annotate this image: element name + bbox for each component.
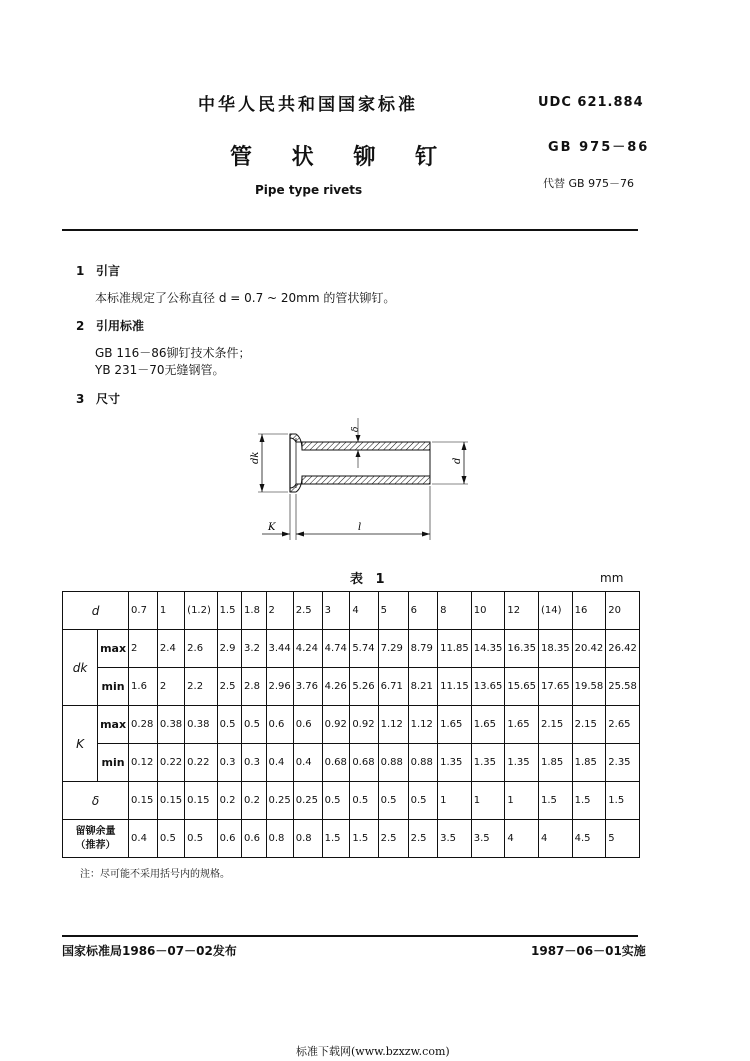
table-cell: 0.25 bbox=[266, 782, 293, 820]
table-row-allowance bbox=[63, 820, 640, 858]
table-cell: 0.5 bbox=[217, 706, 241, 744]
table-cell: 1.85 bbox=[539, 744, 573, 782]
table-cell: 2.5 bbox=[217, 668, 241, 706]
table-cell: 2.5 bbox=[293, 592, 322, 630]
table-cell: 1.35 bbox=[505, 744, 539, 782]
allowance-label-line-1: 留铆余量 bbox=[75, 825, 116, 837]
table-cell: 0.38 bbox=[185, 706, 217, 744]
table-cell: 2.9 bbox=[217, 630, 241, 668]
table-cell: 5 bbox=[606, 820, 640, 858]
table-cell: 0.4 bbox=[129, 820, 158, 858]
table-cell: 2.35 bbox=[606, 744, 640, 782]
arrowhead bbox=[296, 532, 304, 537]
table-cell: 0.15 bbox=[185, 782, 217, 820]
arrowhead bbox=[260, 484, 265, 492]
table-cell: 0.28 bbox=[129, 706, 158, 744]
table-cell: 13.65 bbox=[471, 668, 505, 706]
section-title: 引用标准 bbox=[96, 319, 145, 333]
table-cell: 1.65 bbox=[438, 706, 472, 744]
section-title: 引言 bbox=[96, 264, 121, 278]
replaces-standard: 代替 GB 975－76 bbox=[543, 177, 635, 190]
arrowhead bbox=[462, 476, 467, 484]
table-cell: 2 bbox=[266, 592, 293, 630]
table-cell: 0.6 bbox=[242, 820, 266, 858]
table-cell: 6 bbox=[408, 592, 437, 630]
table-cell: 0.15 bbox=[129, 782, 158, 820]
table-cell: 1.5 bbox=[606, 782, 640, 820]
table-cell: 2.4 bbox=[157, 630, 184, 668]
table-cell: 10 bbox=[471, 592, 505, 630]
table-cell: 8.79 bbox=[408, 630, 437, 668]
k-label: K bbox=[268, 522, 276, 533]
table-cell: 0.7 bbox=[129, 592, 158, 630]
table-cell: 1.65 bbox=[471, 706, 505, 744]
table-cell: 0.68 bbox=[350, 744, 378, 782]
table-cell: 1.35 bbox=[438, 744, 472, 782]
table-cell: 3.5 bbox=[438, 820, 472, 858]
table-cell: (14) bbox=[539, 592, 573, 630]
table-cell: 0.2 bbox=[242, 782, 266, 820]
table-cell: 4.24 bbox=[293, 630, 322, 668]
table-cell: 4.5 bbox=[572, 820, 606, 858]
table-cell: 1 bbox=[471, 782, 505, 820]
section-number: 3 bbox=[76, 392, 85, 406]
row-label-allowance bbox=[63, 820, 129, 858]
reference-line-2: YB 231－70无缝钢管。 bbox=[95, 363, 225, 377]
table-cell: 19.58 bbox=[572, 668, 606, 706]
table-cell: 1 bbox=[505, 782, 539, 820]
table-cell: 11.85 bbox=[438, 630, 472, 668]
udc-code: UDC 621.884 bbox=[538, 95, 644, 110]
delta-label: δ bbox=[351, 426, 361, 432]
table-cell: 1.5 bbox=[572, 782, 606, 820]
table-row-k-max bbox=[63, 706, 640, 744]
table-cell: 0.12 bbox=[129, 744, 158, 782]
section-1-heading bbox=[76, 262, 120, 279]
table-cell: 1.12 bbox=[408, 706, 437, 744]
table-cell: 2.2 bbox=[185, 668, 217, 706]
table-cell: 8 bbox=[438, 592, 472, 630]
table-cell: 3.44 bbox=[266, 630, 293, 668]
table-cell: 5.26 bbox=[350, 668, 378, 706]
table-row-dk-min bbox=[63, 668, 640, 706]
arrowhead bbox=[356, 450, 361, 457]
table-cell: (1.2) bbox=[185, 592, 217, 630]
table-cell: 0.92 bbox=[350, 706, 378, 744]
document-title: 管 状 铆 钉 bbox=[230, 145, 453, 170]
table-row-dk-max bbox=[63, 630, 640, 668]
table-cell: 0.4 bbox=[266, 744, 293, 782]
table-unit: mm bbox=[600, 571, 624, 585]
table-cell: 1.8 bbox=[242, 592, 266, 630]
issue-date: 国家标准局1986－07－02发布 bbox=[62, 944, 237, 958]
table-cell: 25.58 bbox=[606, 668, 640, 706]
table-cell: 1.5 bbox=[539, 782, 573, 820]
table-cell: 0.22 bbox=[185, 744, 217, 782]
section-number: 2 bbox=[76, 319, 85, 333]
section-number: 1 bbox=[76, 264, 85, 278]
table-cell: 1.5 bbox=[217, 592, 241, 630]
english-title: Pipe type rivets bbox=[255, 183, 363, 197]
table-cell: 2 bbox=[129, 630, 158, 668]
table-cell: 20 bbox=[606, 592, 640, 630]
tube-wall-upper bbox=[302, 442, 430, 450]
section-3-heading bbox=[76, 390, 120, 407]
row-label-delta: δ bbox=[63, 782, 129, 820]
dimensions-table bbox=[62, 591, 640, 858]
table-note: 注：尽可能不采用括号内的规格。 bbox=[80, 869, 230, 880]
table-cell: 0.5 bbox=[378, 782, 408, 820]
table-cell: 2.5 bbox=[378, 820, 408, 858]
sub-label-max: max bbox=[98, 630, 129, 668]
table-cell: 0.5 bbox=[157, 820, 184, 858]
table-cell: 15.65 bbox=[505, 668, 539, 706]
table-cell: 0.5 bbox=[242, 706, 266, 744]
table-cell: 4.26 bbox=[322, 668, 350, 706]
table-cell: 4.74 bbox=[322, 630, 350, 668]
table-cell: 2.15 bbox=[572, 706, 606, 744]
table-cell: 1.6 bbox=[129, 668, 158, 706]
table-cell: 1 bbox=[157, 592, 184, 630]
table-cell: 0.5 bbox=[185, 820, 217, 858]
table-cell: 16 bbox=[572, 592, 606, 630]
reference-line-1: GB 116－86铆钉技术条件； bbox=[95, 346, 251, 360]
table-cell: 2.65 bbox=[606, 706, 640, 744]
table-cell: 0.5 bbox=[350, 782, 378, 820]
table-cell: 14.35 bbox=[471, 630, 505, 668]
table-cell: 2.15 bbox=[539, 706, 573, 744]
table-cell: 1.5 bbox=[350, 820, 378, 858]
section-2-heading bbox=[76, 317, 144, 334]
table-caption: 表 1 bbox=[350, 572, 389, 587]
table-cell: 0.38 bbox=[157, 706, 184, 744]
table-cell: 0.6 bbox=[266, 706, 293, 744]
table-cell: 7.29 bbox=[378, 630, 408, 668]
table-cell: 0.92 bbox=[322, 706, 350, 744]
section-1-text: 本标准规定了公称直径 d = 0.7 ~ 20mm 的管状铆钉。 bbox=[95, 291, 396, 305]
table-cell: 11.15 bbox=[438, 668, 472, 706]
table-cell: 18.35 bbox=[539, 630, 573, 668]
l-label: l bbox=[358, 522, 362, 533]
table-cell: 3.2 bbox=[242, 630, 266, 668]
table-cell: 0.4 bbox=[293, 744, 322, 782]
table-row-delta bbox=[63, 782, 640, 820]
table-cell: 0.22 bbox=[157, 744, 184, 782]
table-cell: 0.6 bbox=[293, 706, 322, 744]
rivet-drawing bbox=[240, 412, 480, 548]
table-cell: 5.74 bbox=[350, 630, 378, 668]
table-cell: 17.65 bbox=[539, 668, 573, 706]
table-cell: 0.6 bbox=[217, 820, 241, 858]
table-cell: 1.65 bbox=[505, 706, 539, 744]
table-cell: 0.8 bbox=[293, 820, 322, 858]
table-cell: 1.85 bbox=[572, 744, 606, 782]
table-cell: 0.8 bbox=[266, 820, 293, 858]
table-cell: 16.35 bbox=[505, 630, 539, 668]
table-cell: 4 bbox=[350, 592, 378, 630]
table-row-d bbox=[63, 592, 640, 630]
arrowhead bbox=[422, 532, 430, 537]
table-cell: 0.5 bbox=[408, 782, 437, 820]
standard-number: GB 975－86 bbox=[548, 140, 650, 155]
sub-label-min: min bbox=[98, 668, 129, 706]
table-cell: 2 bbox=[157, 668, 184, 706]
arrowhead bbox=[282, 532, 290, 537]
table-cell: 3 bbox=[322, 592, 350, 630]
table-cell: 12 bbox=[505, 592, 539, 630]
tube-wall-lower bbox=[302, 476, 430, 484]
table-cell: 1.12 bbox=[378, 706, 408, 744]
effective-date: 1987－06－01实施 bbox=[531, 944, 646, 958]
row-label-d: d bbox=[63, 592, 129, 630]
header-rule bbox=[62, 229, 638, 231]
table-cell: 0.25 bbox=[293, 782, 322, 820]
d-label: d bbox=[452, 457, 463, 464]
arrowhead bbox=[260, 434, 265, 442]
row-label-dk: dk bbox=[63, 630, 98, 706]
table-cell: 1 bbox=[438, 782, 472, 820]
table-cell: 26.42 bbox=[606, 630, 640, 668]
sub-label-min: min bbox=[98, 744, 129, 782]
allowance-label-line-2: （推荐） bbox=[75, 839, 116, 851]
table-cell: 2.8 bbox=[242, 668, 266, 706]
sub-label-max: max bbox=[98, 706, 129, 744]
table-cell: 0.2 bbox=[217, 782, 241, 820]
table-cell: 3.5 bbox=[471, 820, 505, 858]
table-cell: 8.21 bbox=[408, 668, 437, 706]
issuing-country-heading: 中华人民共和国国家标准 bbox=[198, 95, 418, 115]
table-cell: 4 bbox=[505, 820, 539, 858]
arrowhead bbox=[356, 435, 361, 442]
table-cell: 0.88 bbox=[378, 744, 408, 782]
table-row-k-min bbox=[63, 744, 640, 782]
table-cell: 2.5 bbox=[408, 820, 437, 858]
table-cell: 4 bbox=[539, 820, 573, 858]
table-cell: 1.35 bbox=[471, 744, 505, 782]
table-cell: 0.15 bbox=[157, 782, 184, 820]
table-cell: 0.3 bbox=[217, 744, 241, 782]
row-label-k: K bbox=[63, 706, 98, 782]
table-cell: 6.71 bbox=[378, 668, 408, 706]
arrowhead bbox=[462, 442, 467, 450]
footer-rule bbox=[62, 935, 638, 937]
table-cell: 1.5 bbox=[322, 820, 350, 858]
table-cell: 0.68 bbox=[322, 744, 350, 782]
table-cell: 5 bbox=[378, 592, 408, 630]
table-cell: 0.3 bbox=[242, 744, 266, 782]
table-cell: 0.5 bbox=[322, 782, 350, 820]
section-title: 尺寸 bbox=[96, 392, 121, 406]
source-watermark: 标准下载网(www.bzxzw.com) bbox=[296, 1045, 450, 1058]
table-cell: 0.88 bbox=[408, 744, 437, 782]
table-cell: 20.42 bbox=[572, 630, 606, 668]
table-cell: 3.76 bbox=[293, 668, 322, 706]
table-cell: 2.96 bbox=[266, 668, 293, 706]
dk-label: dk bbox=[250, 451, 261, 464]
table-cell: 2.6 bbox=[185, 630, 217, 668]
